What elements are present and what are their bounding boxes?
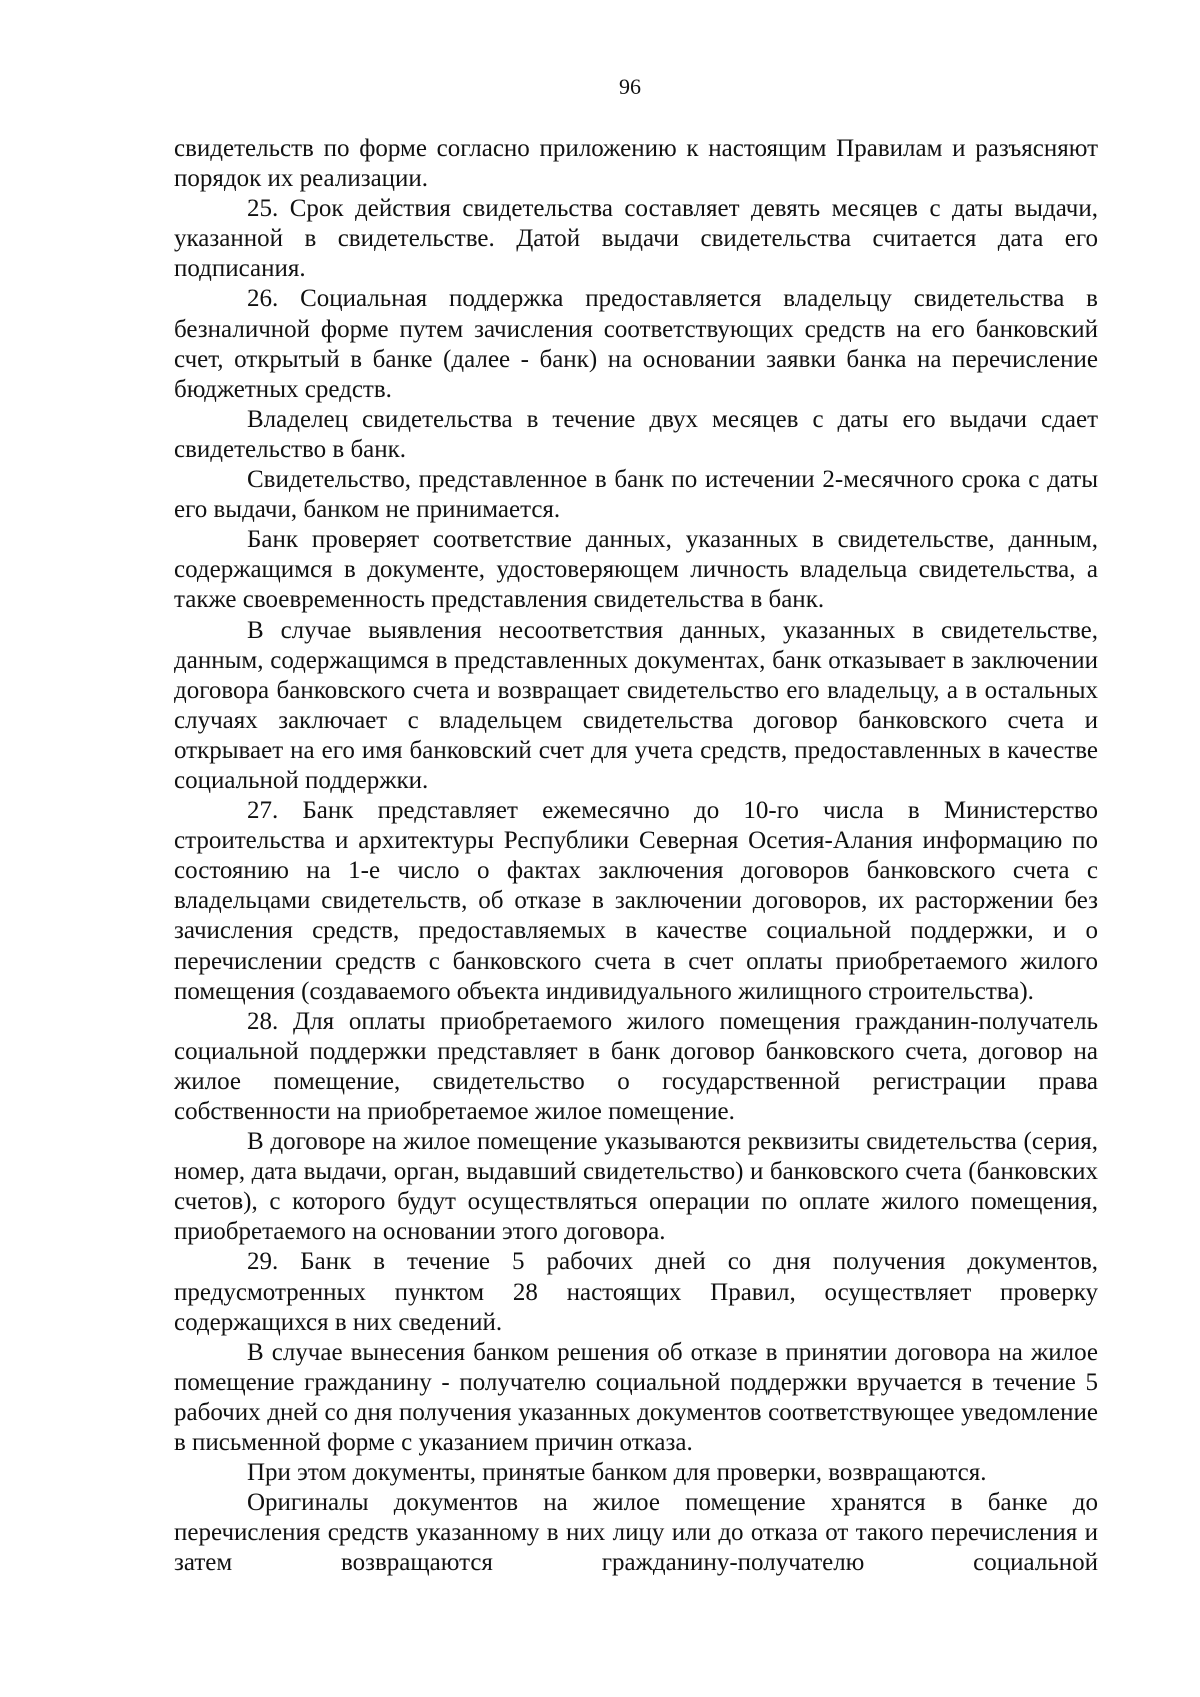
paragraph-item-28: 28. Для оплаты приобретаемого жилого помещения гражданин-получатель социальной поддержки представляет в банк договор банковского счета, договор на жилое помещение, свидетельство о государственной регистрации права собственности на приобретаемое жилое помещение. [174,1007,1098,1125]
paragraph-bank-verification: Банк проверяет соответствие данных, указанных в свидетельстве, данным, содержащимся в документе, удостоверяющем личность владельца свидетельства, а также своевременность представления свидетельства в банк. [174,526,1098,614]
paragraph-certificate-submission: Владелец свидетельства в течение двух месяцев с даты его выдачи сдает свидетельство в банк. [174,405,1098,463]
paragraph-continuation: свидетельств по форме согласно приложению к настоящим Правилам и разъясняют порядок их реализации. [174,135,1098,193]
paragraph-item-27: 27. Банк представляет ежемесячно до 10-го числа в Министерство строительства и архитектуры Республики Северная Осетия-Алания информацию по состоянию на 1-е число о фактах заключения договоров банковского счета с владельцами свидетельств, об отказе в заключении договоров, их расторжении без зачисления средств, предоставляемых в качестве социальной поддержки, и о перечислении средств с банковского счета в счет оплаты приобретаемого жилого помещения (создаваемого объекта индивидуального жилищного строительства). [174,797,1098,1005]
paragraph-documents-returned: При этом документы, принятые банком для проверки, возвращаются. [247,1459,987,1487]
paragraph-item-26: 26. Социальная поддержка предоставляется владельцу свидетельства в безналичной форме путем зачисления соответствующих средств на его банковский счет, открытый в банке (далее - банк) на основании заявки банка на перечисление бюджетных средств. [174,285,1098,403]
paragraph-originals-storage: Оригиналы документов на жилое помещение хранятся в банке до перечисления средств указанному в них лицу или до отказа от такого перечисления и затем возвращаются гражданину-получателю социальной [174,1489,1098,1577]
paragraph-item-25: 25. Срок действия свидетельства составляет девять месяцев с даты выдачи, указанной в свидетельстве. Датой выдачи свидетельства считается дата его подписания. [174,195,1098,283]
paragraph-contract-details: В договоре на жилое помещение указываются реквизиты свидетельства (серия, номер, дата выдачи, орган, выдавший свидетельство) и банковского счета (банковских счетов), с которого будут осуществляться операции по оплате жилого помещения, приобретаемого на основании этого договора. [174,1128,1098,1246]
page-number: 96 [619,74,641,99]
paragraph-item-29: 29. Банк в течение 5 рабочих дней со дня получения документов, предусмотренных пунктом 28 настоящих Правил, осуществляет проверку содержащихся в них сведений. [174,1248,1098,1336]
paragraph-refusal-notice: В случае вынесения банком решения об отказе в принятии договора на жилое помещение гражданину - получателю социальной поддержки вручается в течение 5 рабочих дней со дня получения указанных документов соответствующее уведомление в письменной форме с указанием причин отказа. [174,1338,1098,1457]
paragraph-data-mismatch: В случае выявления несоответствия данных, указанных в свидетельстве, данным, содержащимся в представленных документах, банк отказывает в заключении договора банковского счета и возвращает свидетельство его владельцу, а в остальных случаях заключает с владельцем свидетельства договор банковского счета и открывает на его имя банковский счет для учета средств, предоставленных в качестве социальной поддержки. [174,616,1098,794]
document-body [174,134,1098,1579]
paragraph-certificate-expiry: Свидетельство, представленное в банк по истечении 2-месячного срока с даты его выдачи, банком не принимается. [174,466,1098,524]
